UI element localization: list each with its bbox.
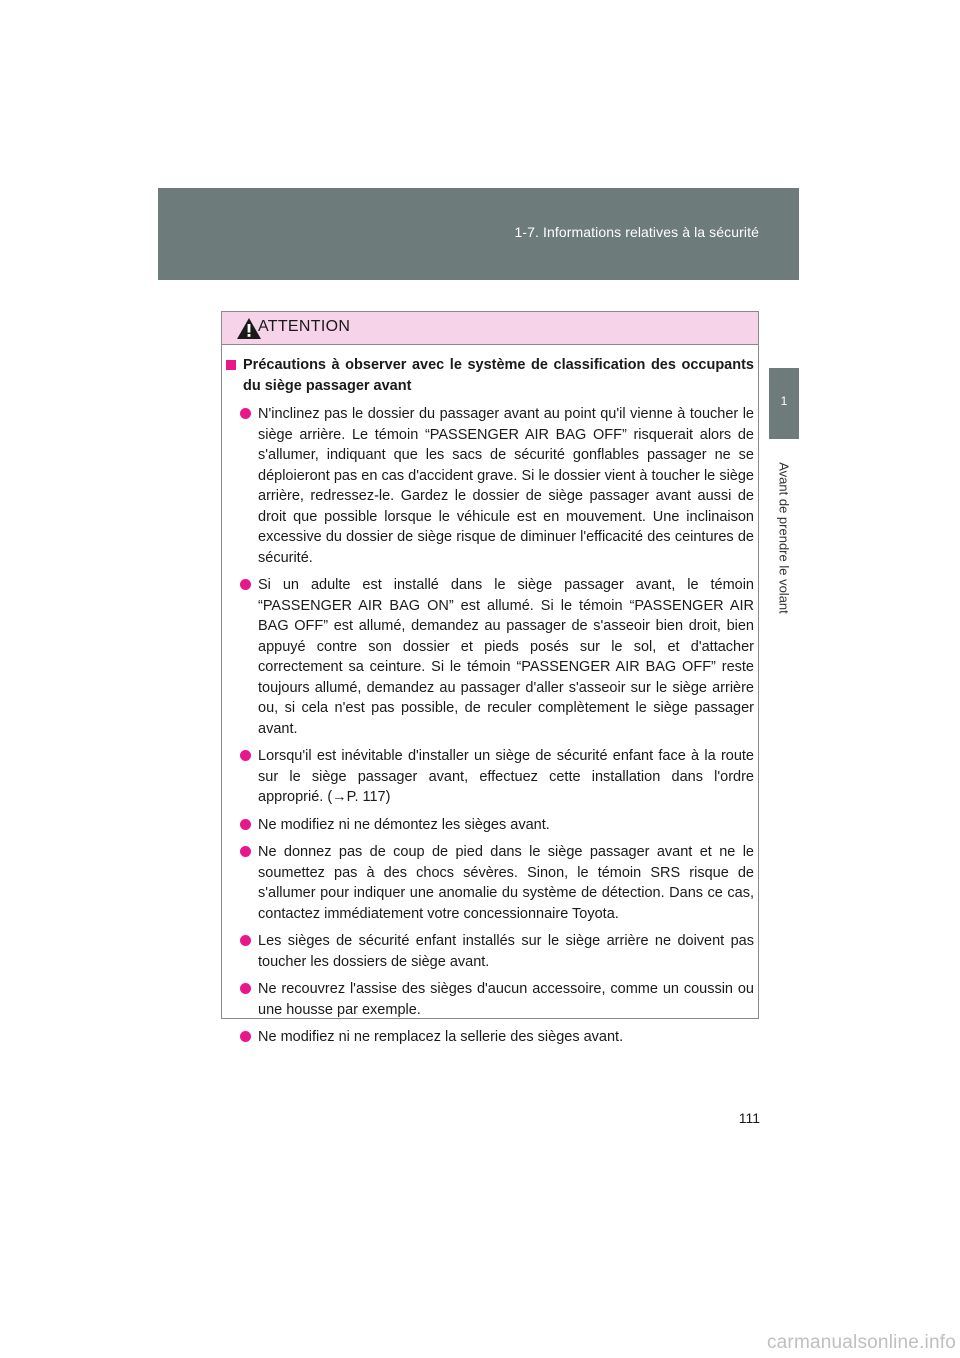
round-bullet-icon (240, 983, 251, 994)
list-item-text: Ne modifiez ni ne démontez les sièges avant. (258, 816, 550, 833)
list-item (258, 842, 754, 924)
section-heading-text: Précautions à observer avec le système de classification des occupants du siège passager avant (243, 357, 754, 394)
header-band (158, 188, 799, 280)
chapter-tab (769, 368, 799, 439)
list-item-text: N'inclinez pas le dossier du passager avant au point qu'il vienne à toucher le siège arrière. Le témoin “PASSENGER AIR BAG OFF” risquerait alors de s'allumer, indiquant que les sacs de sécurité gonflables passager ne se déploieront pas en cas d'accident grave. Si le dossier vient à toucher le siège arrière, redressez-le. Gardez le dossier de siège passager avant aussi de droit que possible lorsque le véhicule est en mouvement. Une inclinaison excessive du dossier de siège risque de diminuer l'efficacité des ceintures de sécurité. (258, 406, 754, 566)
section-heading (226, 355, 754, 396)
warning-list (222, 404, 754, 1048)
list-item (258, 979, 754, 1020)
list-item (258, 575, 754, 739)
watermark: carmanualsonline.info (766, 1332, 956, 1353)
warning-body (222, 345, 758, 1048)
warning-title: ATTENTION (258, 318, 351, 335)
chapter-number: 1 (780, 394, 788, 408)
list-item-text: Lorsqu'il est inévitable d'installer un siège de sécurité enfant face à la route sur le siège passager avant, effectuez cette installation dans l'ordre approprié. (→P. 117) (258, 748, 754, 805)
round-bullet-icon (240, 408, 251, 419)
list-item-text: Ne donnez pas de coup de pied dans le siège passager avant et ne le soumettez pas à des chocs sévères. Sinon, le témoin SRS risque de s'allumer pour indiquer une anomalie du système de détection. Dans ce cas, contactez immédiatement votre concessionnaire Toyota. (258, 844, 754, 922)
list-item (258, 746, 754, 808)
section-title: 1-7. Informations relatives à la sécurité (514, 224, 759, 240)
round-bullet-icon (240, 1031, 251, 1042)
list-item (258, 815, 754, 836)
list-item-text: Les sièges de sécurité enfant installés sur le siège arrière ne doivent pas toucher les dossiers de siège avant. (258, 933, 754, 970)
list-item (258, 931, 754, 972)
round-bullet-icon (240, 846, 251, 857)
round-bullet-icon (240, 935, 251, 946)
list-item-text: Si un adulte est installé dans le siège passager avant, le témoin “PASSENGER AIR BAG ON” est allumé. Si le témoin “PASSENGER AIR BAG OFF” est allumé, demandez au passager de s'asseoir bien droit, bien appuyé contre son dossier et pieds posés sur le sol, et d'attacher correctement sa ceinture. Si le témoin “PASSENGER AIR BAG OFF” reste toujours allumé, demandez au passager d'aller s'asseoir sur le siège arrière ou, si cela n'est pas possible, de reculer complètement le siège passager avant. (258, 577, 754, 737)
list-item (258, 404, 754, 568)
round-bullet-icon (240, 579, 251, 590)
list-item (258, 1027, 754, 1048)
page-number: 111 (738, 1110, 760, 1126)
warning-box (221, 311, 759, 1045)
round-bullet-icon (240, 750, 251, 761)
warning-header (222, 312, 758, 345)
list-item-text: Ne modifiez ni ne remplacez la sellerie des sièges avant. (258, 1029, 624, 1045)
list-item-text: Ne recouvrez l'assise des sièges d'aucun accessoire, comme un coussin ou une housse par exemple. (258, 981, 754, 1018)
round-bullet-icon (240, 819, 251, 830)
square-bullet-icon (226, 360, 236, 370)
chapter-label: Avant de prendre le volant (776, 462, 792, 614)
